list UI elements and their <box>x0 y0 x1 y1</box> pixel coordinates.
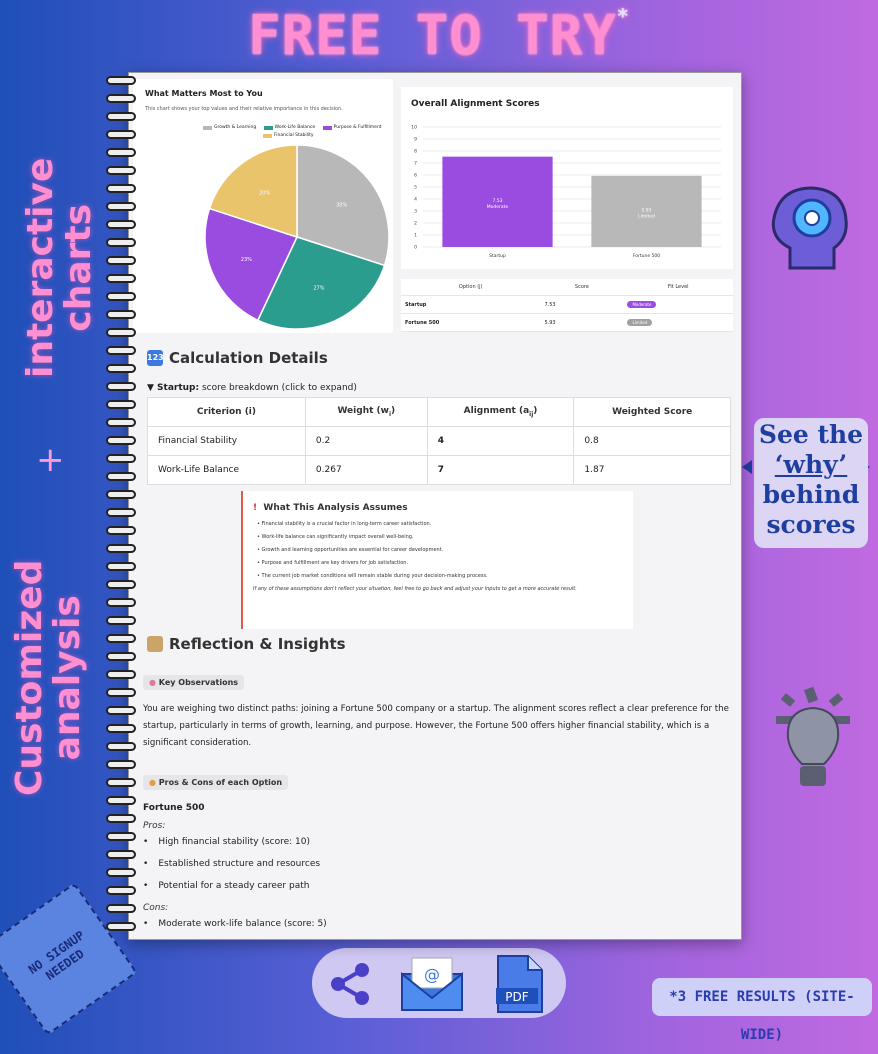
lightbulb-icon <box>768 686 858 802</box>
table-row <box>148 427 731 456</box>
spiral-ring <box>106 652 136 661</box>
spiral-ring <box>106 850 136 859</box>
spiral-ring <box>106 202 136 211</box>
legend-item[interactable]: Financial Stability <box>263 133 314 138</box>
spiral-ring <box>106 526 136 535</box>
weight-cell: 0.2 <box>305 427 427 456</box>
fit-badge: Limited <box>627 319 652 326</box>
share-icon[interactable] <box>322 956 378 1012</box>
table-row <box>148 456 731 485</box>
col-alignment: Alignment $(a_{ij})$ <box>427 398 574 427</box>
pros-label: Pros: <box>143 821 166 831</box>
numbers-icon: 1234 <box>147 350 163 366</box>
spiral-ring <box>106 328 136 337</box>
spiral-ring <box>106 166 136 175</box>
list-item: • Growth and learning opportunities are essential for career development. <box>257 547 633 553</box>
spiral-ring <box>106 868 136 877</box>
alignment-cell: 7 <box>427 456 574 485</box>
pie-slice-label: 30% <box>336 202 348 209</box>
no-signup-stamp: NO SIGNUP NEEDED <box>0 882 138 1035</box>
spiral-ring <box>106 112 136 121</box>
spiral-ring <box>106 310 136 319</box>
email-icon[interactable] <box>398 954 466 1014</box>
col-fit: Fit Level <box>623 279 733 296</box>
pie-slice-label: 27% <box>313 285 325 292</box>
spiral-ring <box>106 94 136 103</box>
spiral-ring <box>106 256 136 265</box>
assumptions-note: If any of these assumptions don't reflect your situation, feel free to go back and adjust your inputs to get a more accurate result. <box>253 586 577 592</box>
pie-slice-label: 20% <box>258 190 271 197</box>
alignment-bar-chart <box>407 119 727 265</box>
spiral-ring <box>106 886 136 895</box>
assumptions-title: ! What This Analysis Assumes <box>253 503 408 513</box>
list-item: • The current job market conditions will remain stable during your decision-making process. <box>257 573 633 579</box>
spiral-ring <box>106 904 136 913</box>
list-item: • Potential for a steady career path <box>143 881 309 891</box>
spiral-ring <box>106 364 136 373</box>
values-pie-card <box>133 79 393 333</box>
y-tick-label: 1 <box>414 233 417 239</box>
pie-card-subtitle: This chart shows your top values and their relative importance in this decision. <box>145 106 343 112</box>
legend-item[interactable]: Purpose & Fulfillment <box>323 125 382 130</box>
spiral-ring <box>106 454 136 463</box>
clipboard-icon <box>147 636 163 652</box>
list-item: • High financial stability (score: 10) <box>143 837 310 847</box>
y-tick-label: 2 <box>414 221 417 227</box>
balance-icon: ● <box>149 778 156 787</box>
spiral-ring <box>106 742 136 751</box>
bar-card-title: Overall Alignment Scores <box>411 99 540 109</box>
spiral-ring <box>106 184 136 193</box>
weight-cell: 0.267 <box>305 456 427 485</box>
spiral-ring <box>106 634 136 643</box>
promo-side-text-charts: interactive charts <box>20 157 99 379</box>
legend-item[interactable]: Work-Life Balance <box>264 125 316 130</box>
observations-paragraph: You are weighing two distinct paths: joining a Fortune 500 company or a startup. The alignment scores reflect a clear preference for the startup, particularly in terms of growth, learning, and purpose. However, the Fortune 500 offers higher financial stability, which is a significant consideration. <box>143 704 729 748</box>
assumptions-box <box>241 491 633 629</box>
spiral-ring <box>106 508 136 517</box>
spiral-ring <box>106 238 136 247</box>
bar-data-label: 7.53 <box>492 198 503 204</box>
spiral-ring <box>106 760 136 769</box>
list-item: • Purpose and fulfillment are key drivers for job satisfaction. <box>257 560 633 566</box>
list-item: • Established structure and resources <box>143 859 320 869</box>
y-tick-label: 3 <box>414 209 417 215</box>
spiral-ring <box>106 544 136 553</box>
y-tick-label: 6 <box>414 173 417 179</box>
x-tick-label: Startup <box>489 254 506 259</box>
spiral-ring <box>106 796 136 805</box>
alignment-bar-card <box>401 87 733 269</box>
pie-card-title: What Matters Most to You <box>145 89 263 98</box>
alignment-cell: 4 <box>427 427 574 456</box>
legend-item[interactable]: Growth & Learning <box>203 125 256 130</box>
list-item: • Financial stability is a crucial factor in long-term career satisfaction. <box>257 521 633 527</box>
col-criterion: Criterion (i) <box>148 398 306 427</box>
spiral-ring <box>106 220 136 229</box>
spiral-ring <box>106 292 136 301</box>
free-results-footnote: *3 FREE RESULTS (SITE-WIDE) <box>652 978 872 1016</box>
calc-expand-toggle[interactable]: ▼ Startup: score breakdown (click to expand) <box>147 383 357 393</box>
exclamation-icon: ! <box>253 503 258 513</box>
option-score: 5.93 <box>540 314 623 332</box>
key-observations-badge: ● Key Observations <box>143 675 244 690</box>
calc-table <box>147 397 731 485</box>
plus-sign: + <box>36 440 65 480</box>
spiral-ring <box>106 778 136 787</box>
pdf-label: PDF <box>505 990 529 1004</box>
promo-headline: FREE TO TRY* <box>248 4 630 67</box>
promo-side-text-analysis: Customized analysis <box>9 559 88 797</box>
ai-head-icon <box>760 178 860 278</box>
option-score: 7.53 <box>540 296 623 314</box>
spiral-ring <box>106 436 136 445</box>
table-row <box>401 296 733 314</box>
fit-badge: Moderate <box>627 301 656 308</box>
col-weighted: Weighted Score <box>574 398 731 427</box>
spiral-ring <box>106 724 136 733</box>
share-bar <box>312 948 566 1018</box>
pros-cons-badge: ● Pros & Cons of each Option <box>143 775 288 790</box>
assumptions-list <box>257 521 633 579</box>
y-tick-label: 8 <box>414 149 417 155</box>
email-at-glyph: @ <box>424 965 440 984</box>
spiral-ring <box>106 274 136 283</box>
bar-data-label: 5.93 <box>641 208 652 214</box>
criterion-cell: Financial Stability <box>148 427 306 456</box>
y-tick-label: 0 <box>414 245 417 251</box>
pie-legend <box>203 125 393 141</box>
criterion-cell: Work-Life Balance <box>148 456 306 485</box>
reflection-heading: Reflection & Insights <box>147 635 346 653</box>
weighted-cell: 0.8 <box>574 427 731 456</box>
y-tick-label: 10 <box>411 125 417 131</box>
col-option: Option (j) <box>401 279 540 296</box>
spiral-ring <box>106 598 136 607</box>
option-name: Fortune 500 <box>401 314 540 332</box>
cons-label: Cons: <box>143 903 169 913</box>
spiral-ring <box>106 832 136 841</box>
spiral-ring <box>106 346 136 355</box>
pdf-icon[interactable] <box>492 954 546 1014</box>
y-tick-label: 7 <box>414 161 417 167</box>
spiral-ring <box>106 490 136 499</box>
spiral-ring <box>106 814 136 823</box>
spiral-ring <box>106 922 136 931</box>
option-heading: Fortune 500 <box>143 803 205 813</box>
col-score: Score <box>540 279 623 296</box>
y-tick-label: 5 <box>414 185 417 191</box>
y-tick-label: 9 <box>414 137 417 143</box>
spiral-ring <box>106 688 136 697</box>
why-callout: See the ‘why’ behind scores <box>754 418 868 548</box>
score-table <box>401 279 733 332</box>
spiral-ring <box>106 472 136 481</box>
values-pie-chart <box>199 145 395 331</box>
weighted-cell: 1.87 <box>574 456 731 485</box>
spiral-ring <box>106 130 136 139</box>
spiral-ring <box>106 670 136 679</box>
spiral-ring <box>106 382 136 391</box>
list-item: • Work-life balance can significantly impact overall well-being. <box>257 534 633 540</box>
callout-arrow-left <box>742 460 752 474</box>
bar-data-label: Limited <box>638 214 655 220</box>
spiral-ring <box>106 580 136 589</box>
spiral-ring <box>106 706 136 715</box>
calc-heading: 1234 Calculation Details <box>147 349 328 367</box>
y-tick-label: 4 <box>414 197 417 203</box>
report-sheet <box>128 72 742 940</box>
col-weight: Weight $(w_i)$ <box>305 398 427 427</box>
list-item: • Moderate work-life balance (score: 5) <box>143 919 327 929</box>
spiral-ring <box>106 400 136 409</box>
spiral-ring <box>106 76 136 85</box>
pie-slice-label: 23% <box>240 256 252 263</box>
spiral-ring <box>106 148 136 157</box>
option-name: Startup <box>401 296 540 314</box>
spiral-ring <box>106 616 136 625</box>
brain-icon: ● <box>149 678 156 687</box>
x-tick-label: Fortune 500 <box>632 254 661 259</box>
notebook-spiral <box>106 76 136 936</box>
table-row <box>401 314 733 332</box>
spiral-ring <box>106 562 136 571</box>
spiral-ring <box>106 418 136 427</box>
bar-data-label: Moderate <box>486 204 509 210</box>
